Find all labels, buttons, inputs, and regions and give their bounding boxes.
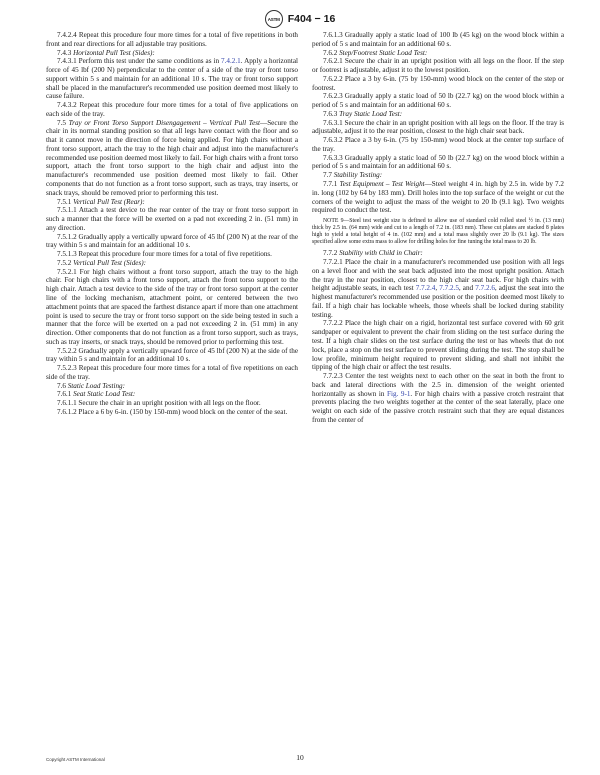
page-header <box>0 8 600 30</box>
paragraph: 7.7.1 Test Equipment – Test Weight—Steel weight 4 in. high by 2.5 in. wide by 7.2 in. long (102 by 64 by 183 mm). Drill holes into the top surface of the weight or cut the corners of the weight to adjust the mass of the weight to 20 lb (9.1 kg). Two weights required to conduct the test. <box>312 180 564 215</box>
paragraph: 7.6.2.3 Gradually apply a static load of 50 lb (22.7 kg) on the wood block within a period of 5 s and maintain for an additional 60 s. <box>312 92 564 110</box>
paragraph: 7.5.2.2 Gradually apply a vertically upward force of 45 lbf (200 N) at the side of the tray within 5 s and maintain for an additional 10 s. <box>46 346 298 364</box>
paragraph: 7.5.1.3 Repeat this procedure four more times for a total of five repetitions. <box>57 250 272 259</box>
paragraph: 7.4.3.1 Perform this test under the same conditions as in 7.4.2.1. Apply a horizontal force of 45 lbf (200 N) perpendicular to the center of a side of the tray or front torso support within 5 s and maintain for an additional 10 s. The tray or front torso support shall be placed in the manufacturer's recommended use position deemed most likely to cause failure. <box>46 57 299 101</box>
paragraph: 7.7.2.2 Place the high chair on a rigid, horizontal test surface covered with 60 grit sandpaper or equivalent to prevent the chair from sliding on the test surface during the test. If a high chair slides on the test surface during the test or has wheels that do not lock, place a stop on the test surface to prevent sliding during the test. The stop shall be low profile, minimum height required to prevent sliding, and shall not inhibit the tipping of the high chair or affect the test results. <box>312 319 564 372</box>
note: NOTE 9—Steel test weight size is defined to allow use of standard cold rolled steel ½ in. (13 mm) thick by 2.5 in. (64 mm) wide and cut to a length of 7.2 in. (183 mm). These cut plates are stacked 8 plates high to yield a total height of 4 in. (102 mm) and a total mass slightly over 20 lb (9.1 kg). The sizes specified allow some extra mass to allow for drilling holes for fine tuning the total mass to 20 lb. <box>312 218 564 246</box>
paragraph: 7.6.3.3 Gradually apply a static load of 50 lb (22.7 kg) on the wood block within a period of 5 s and maintain for an additional 60 s. <box>312 153 564 171</box>
section-heading: 7.7 Stability Testing: <box>323 171 383 180</box>
paragraph: 7.5.2.1 For high chairs without a front torso support, attach the tray to the high chair. For high chairs with a front torso support, attach the front torso support to the high chair. Attach a test device to the side of the tray or front torso support at the center line of the locking mechanism, attachment point, or centered between the two attachment points that are spaced the farthest distance apart if more than one attachment point is used to secure the tray or front torso support on the side being tested in such a manner that the force will be exerted on a pad not exceeding 2 in. (51 mm) in any direction. Other components that do not function as a front torso support, such as trays, such as tray inserts, or snack trays, should be removed prior to performing this test. <box>46 267 298 346</box>
paragraph: 7.6.3.2 Place a 3 by 6-in. (75 by 150-mm) wood block at the center top surface of the tray. <box>312 136 564 153</box>
paragraph: 7.5.2.3 Repeat this procedure four more times for a total of five repetitions on each side of the tray. <box>46 364 298 381</box>
section-link[interactable]: 7.7.2.5 <box>439 284 459 293</box>
paragraph: 7.7.2.3 Center the test weights next to each other on the seat in both the front to back and lateral directions with the 2.5 in. dimension of the weight oriented horizontally as shown in Fig. 9-1. For high chairs with a passive crotch restraint that prevents placing the two weights together at the center of the seat laterally, place one weight on each side of the passive crotch restraint such that they are equal distances from the center of <box>312 372 564 424</box>
section-heading: 7.4.3 Horizontal Pull Test (Sides): <box>57 48 155 57</box>
paragraph: 7.5 Tray or Front Torso Support Disengagement – Vertical Pull Test—Secure the chair in its normal standing position so that all legs have contact with the floor and so that it cannot move in the direction of force being applied. For high chairs without a front torso support, attach the tray to the high chair and adjust into the manufacturer's recommended use position deemed most likely to fail. For high chairs with a front torso support, attach the front torso support to the high chair and adjust into the manufacturer's recommended use position deemed most likely to fail. Other components that do not function as a front torso support, such as trays, tray inserts, or snack trays, should be removed prior to performing this test. <box>46 118 299 197</box>
paragraph: 7.5.1.1 Attach a test device to the rear center of the tray or front torso support in such a manner that the force will be exerted on a pad not exceeding 2 in. (51 mm) in any direction. <box>46 206 298 232</box>
section-heading: 7.6.3 Tray Static Load Test: <box>323 109 403 118</box>
paragraph: 7.4.3.2 Repeat this procedure four more times for a total of five applications on each side of the tray. <box>46 101 298 118</box>
copyright-notice: Copyright ASTM International <box>46 757 105 762</box>
section-heading: 7.7.2 Stability with Child in Chair: <box>323 249 423 258</box>
astm-logo-icon: ASTM <box>265 10 283 28</box>
section-link[interactable]: 7.7.2.4 <box>415 284 436 293</box>
section-heading: 7.5.2 Vertical Pull Test (Sides): <box>57 258 146 267</box>
section-link[interactable]: 7.4.2.1 <box>221 57 241 66</box>
left-column <box>46 31 298 417</box>
figure-link[interactable]: Fig. 9-1 <box>387 389 411 398</box>
paragraph: 7.6.3.1 Secure the chair in an upright position with all legs on the floor. If the tray is adjustable, adjust it to the rear position, closest to the high chair seat back. <box>312 118 564 136</box>
paragraph: 7.6.2.2 Place a 3 by 6-in. (75 by 150-mm) wood block on the center of the step or footrest. <box>312 74 564 92</box>
paragraph: 7.7.2.1 Place the chair in a manufacturer's recommended use position with all legs on a level floor and with the seat back adjusted into the most upright position. Attach the tray in the rear position, closest to the high chair seat back. For high chairs with height adjustable seats, in each test 7.7.2.4, 7.7.2.5, and 7.7.2.6, adjust the seat into the highest manufacturer's recommended use position or the position deemed most likely to fail. If a high chair has lockable wheels, those wheels shall be locked during stability testing. <box>312 258 564 319</box>
page-number: 10 <box>296 753 304 762</box>
document-designation: F404 − 16 <box>287 13 336 25</box>
paragraph: 7.6.1.3 Gradually apply a static load of 100 lb (45 kg) on the wood block within a period of 5 s and maintain for an additional 60 s. <box>312 31 564 48</box>
paragraph: 7.5.1.2 Gradually apply a vertically upward force of 45 lbf (200 N) at the rear of the tray within 5 s and maintain for an additional 10 s. <box>46 232 298 250</box>
paragraph: 7.6.2.1 Secure the chair in an upright position with all legs on the floor. If the step or footrest is adjustable, adjust it to the lowest position. <box>312 57 564 75</box>
section-heading: 7.6.1 Seat Static Load Test: <box>57 390 136 399</box>
section-heading: 7.5.1 Vertical Pull Test (Rear): <box>57 197 145 206</box>
right-column <box>312 31 564 425</box>
section-link[interactable]: 7.7.2.6 <box>475 284 495 293</box>
section-heading: 7.6 Static Load Testing: <box>57 381 125 390</box>
section-heading: 7.6.2 Step/Footrest Static Load Test: <box>323 48 428 57</box>
paragraph: 7.6.1.1 Secure the chair in an upright position with all legs on the floor. <box>57 399 261 408</box>
paragraph: 7.4.2.4 Repeat this procedure four more times for a total of five repetitions in both front and rear directions for all adjustable tray positions. <box>46 31 298 48</box>
paragraph: 7.6.1.2 Place a 6 by 6-in. (150 by 150-mm) wood block on the center of the seat. <box>57 407 288 416</box>
